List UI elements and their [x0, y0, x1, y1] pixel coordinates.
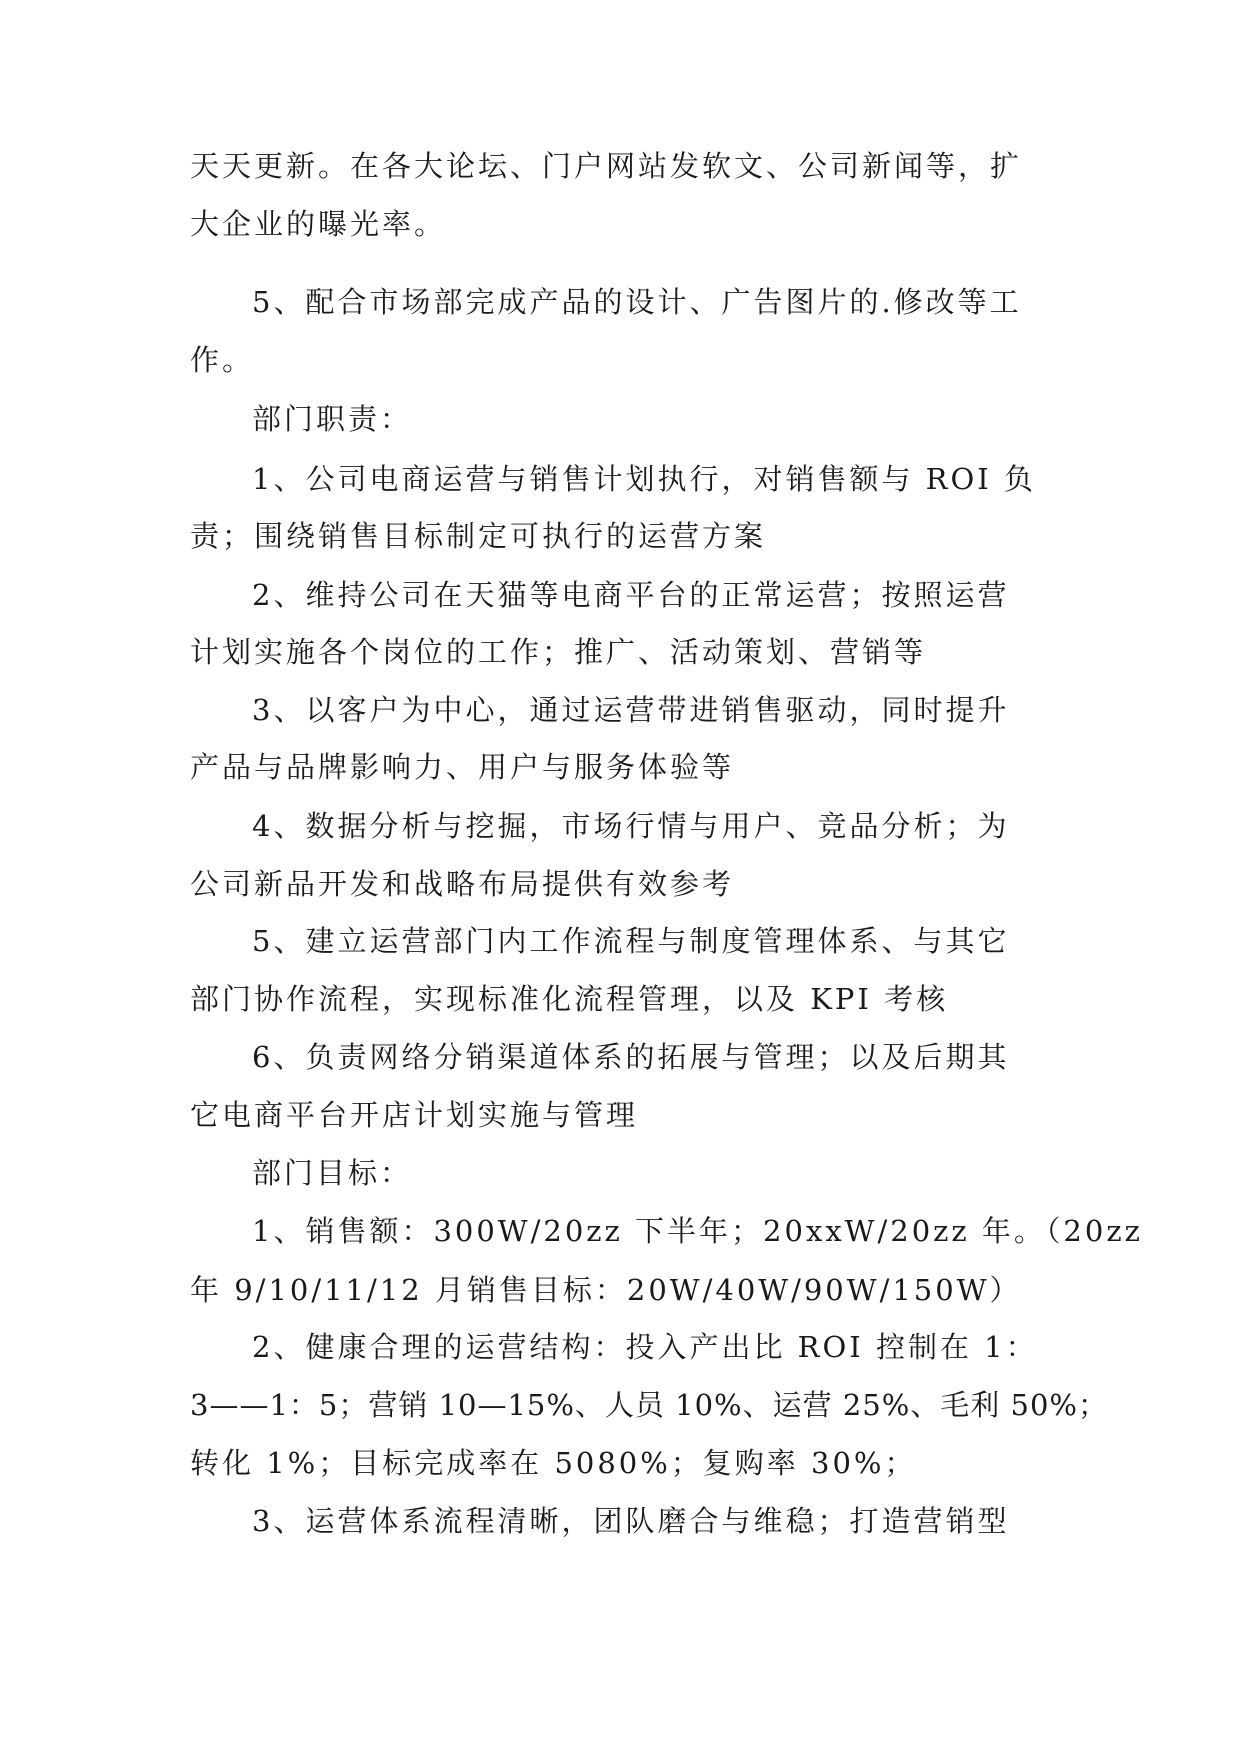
text-line: 2、健康合理的运营结构：投入产出比 ROI 控制在 1： — [252, 1330, 1038, 1364]
text-line: 4、数据分析与挖掘，市场行情与用户、竞品分析；为 — [252, 809, 1010, 843]
section-heading: 部门目标： — [252, 1156, 413, 1190]
text-line: 大企业的曝光率。 — [190, 207, 447, 241]
text-line: 天天更新。在各大论坛、门户网站发软文、公司新闻等，扩 — [190, 149, 1023, 183]
text-line: 3、以客户为中心，通过运营带进销售驱动，同时提升 — [252, 693, 1010, 727]
text-line: 转化 1%；目标完成率在 5080%；复购率 30%； — [190, 1446, 917, 1480]
text-line: 1、销售额：300W/20zz 下半年；20xxW/20zz 年。（20zz — [252, 1214, 1143, 1248]
text-line: 作。 — [190, 343, 255, 377]
text-line: 2、维持公司在天猫等电商平台的正常运营；按照运营 — [252, 578, 1010, 612]
text-line: 年 9/10/11/12 月销售目标：20W/40W/90W/150W） — [190, 1273, 1022, 1307]
text-line: 公司新品开发和战略布局提供有效参考 — [190, 867, 735, 901]
text-line: 计划实施各个岗位的工作；推广、活动策划、营销等 — [190, 635, 927, 669]
text-line: 5、配合市场部完成产品的设计、广告图片的.修改等工 — [252, 285, 1022, 319]
text-line: 部门协作流程，实现标准化流程管理，以及 KPI 考核 — [190, 982, 949, 1016]
section-heading: 部门职责： — [252, 402, 413, 436]
text-line: 它电商平台开店计划实施与管理 — [190, 1098, 639, 1132]
text-line: 5、建立运营部门内工作流程与制度管理体系、与其它 — [252, 924, 1010, 958]
text-line: 1、公司电商运营与销售计划执行，对销售额与 ROI 负 — [252, 462, 1036, 496]
text-line: 责；围绕销售目标制定可执行的运营方案 — [190, 519, 767, 553]
text-line: 3——1：5；营销 10—15%、人员 10%、运营 25%、毛利 50%； — [190, 1388, 1108, 1422]
text-line: 6、负责网络分销渠道体系的拓展与管理；以及后期其 — [252, 1040, 1010, 1074]
text-line: 产品与品牌影响力、用户与服务体验等 — [190, 750, 735, 784]
text-line: 3、运营体系流程清晰，团队磨合与维稳；打造营销型 — [252, 1504, 1010, 1538]
